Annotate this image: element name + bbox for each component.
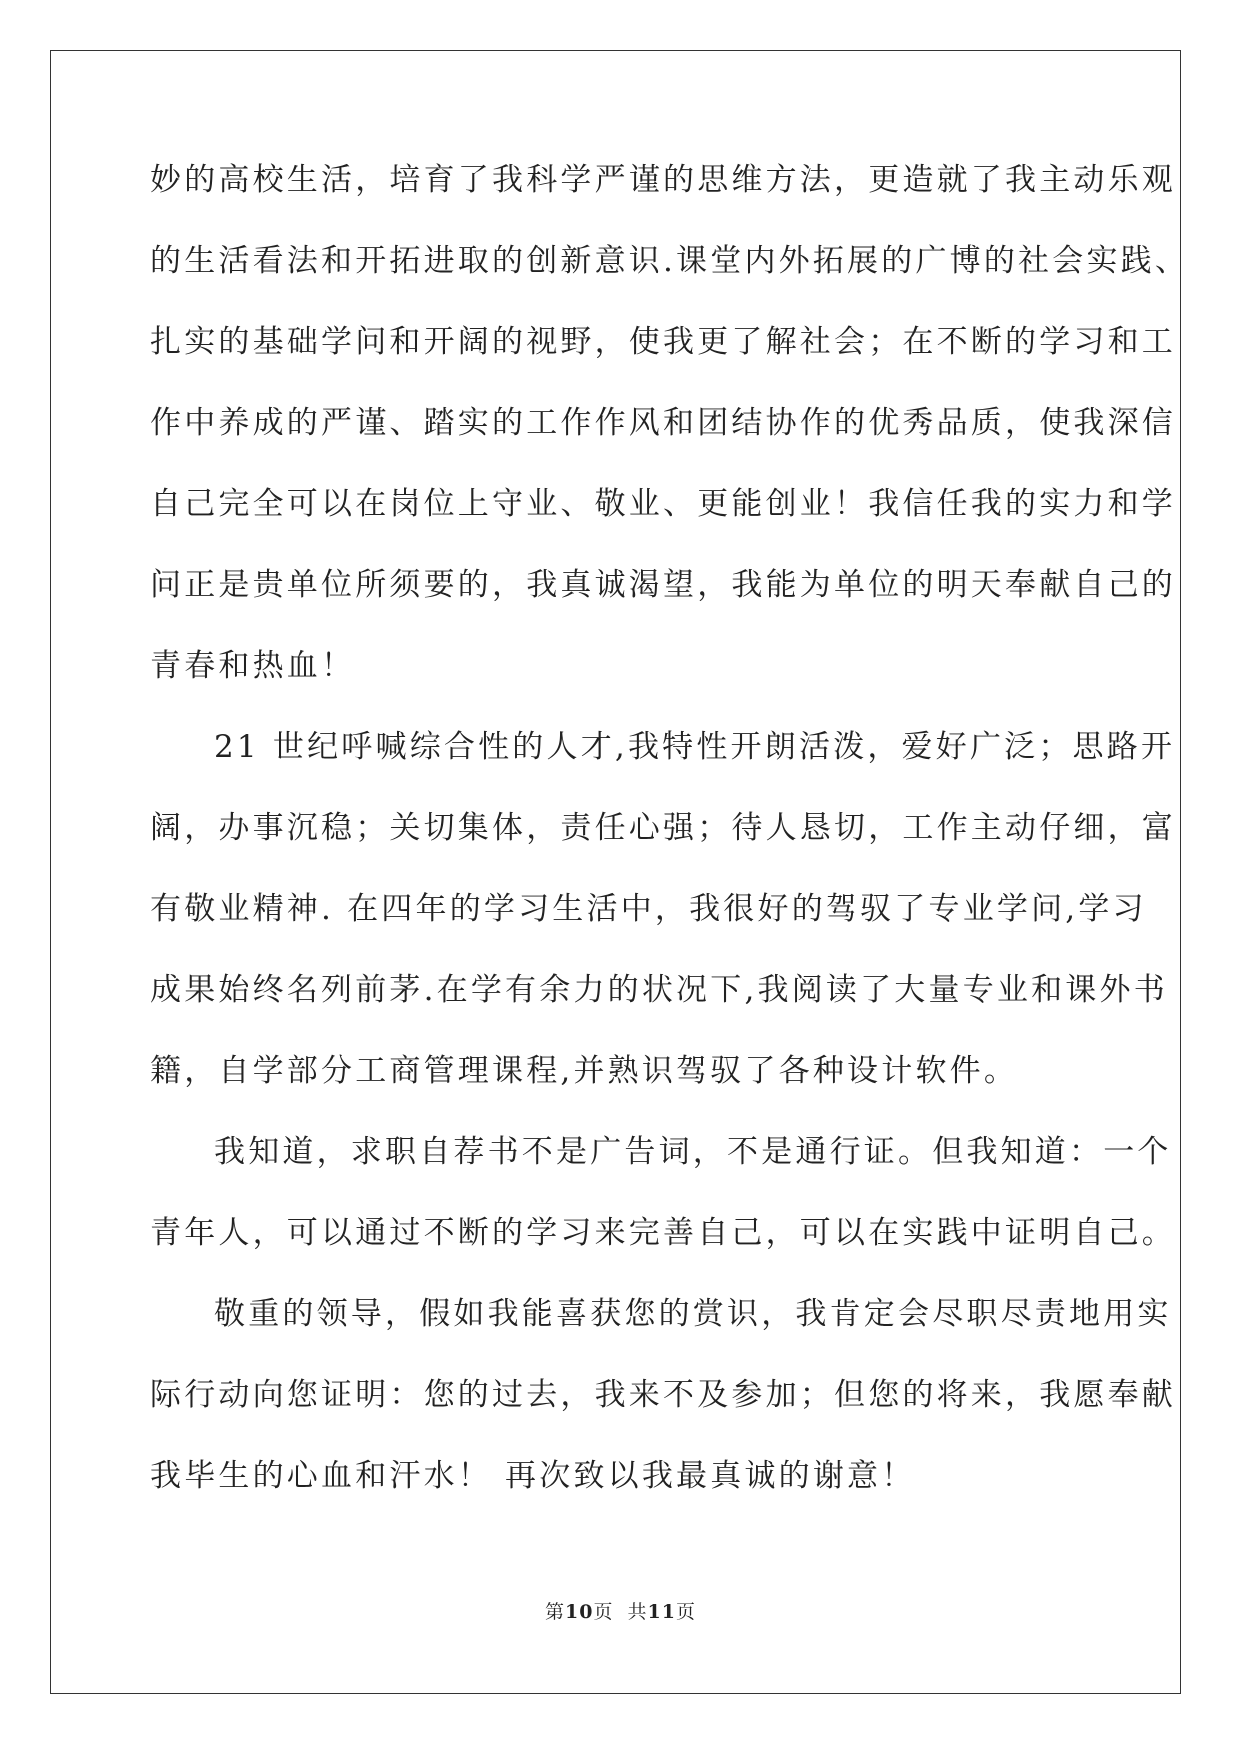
text-line: 青年人，可以通过不断的学习来完善自己，可以在实践中证明自己。 xyxy=(150,1215,1176,1251)
paragraph-start-line: 21 世纪呼喊综合性的人才,我特性开朗活泼，爱好广泛；思路开 xyxy=(214,729,1176,765)
footer-middle: 页 共 xyxy=(593,1601,648,1623)
text-line: 自己完全可以在岗位上守业、敬业、更能创业！我信任我的实力和学 xyxy=(150,486,1176,522)
text-line: 成果始终名列前茅.在学有余力的状况下,我阅读了大量专业和课外书 xyxy=(150,972,1168,1008)
text-line: 阔，办事沉稳；关切集体，责任心强；待人恳切，工作主动仔细，富 xyxy=(150,810,1176,846)
total-page-number: 11 xyxy=(647,1601,676,1623)
text-line: 的生活看法和开拓进取的创新意识.课堂内外拓展的广博的社会实践、 xyxy=(150,243,1190,279)
paragraph-start-line: 敬重的领导，假如我能喜获您的赏识，我肯定会尽职尽责地用实 xyxy=(214,1296,1172,1332)
text-line: 问正是贵单位所须要的，我真诚渴望，我能为单位的明天奉献自己的 xyxy=(150,567,1176,603)
text-line: 际行动向您证明：您的过去，我来不及参加；但您的将来，我愿奉献 xyxy=(150,1377,1176,1413)
text-line: 妙的高校生活，培育了我科学严谨的思维方法，更造就了我主动乐观 xyxy=(150,162,1176,198)
document-body xyxy=(150,160,1190,1537)
text-line: 青春和热血！ xyxy=(150,648,356,684)
paragraph-start-line: 我知道，求职自荐书不是广告词，不是通行证。但我知道：一个 xyxy=(214,1134,1172,1170)
text-line: 我毕生的心血和汗水！ 再次致以我最真诚的谢意！ xyxy=(150,1458,916,1494)
text-line: 作中养成的严谨、踏实的工作作风和团结协作的优秀品质，使我深信 xyxy=(150,405,1176,441)
page-footer xyxy=(0,1600,1241,1624)
text-line: 有敬业精神. 在四年的学习生活中，我很好的驾驭了专业学问,学习 xyxy=(150,891,1147,927)
text-line: 籍，自学部分工商管理课程,并熟识驾驭了各种设计软件。 xyxy=(150,1053,1019,1089)
footer-prefix: 第 xyxy=(544,1601,565,1623)
footer-suffix: 页 xyxy=(676,1601,697,1623)
text-line: 扎实的基础学问和开阔的视野，使我更了解社会；在不断的学习和工 xyxy=(150,324,1176,360)
current-page-number: 10 xyxy=(565,1601,594,1623)
